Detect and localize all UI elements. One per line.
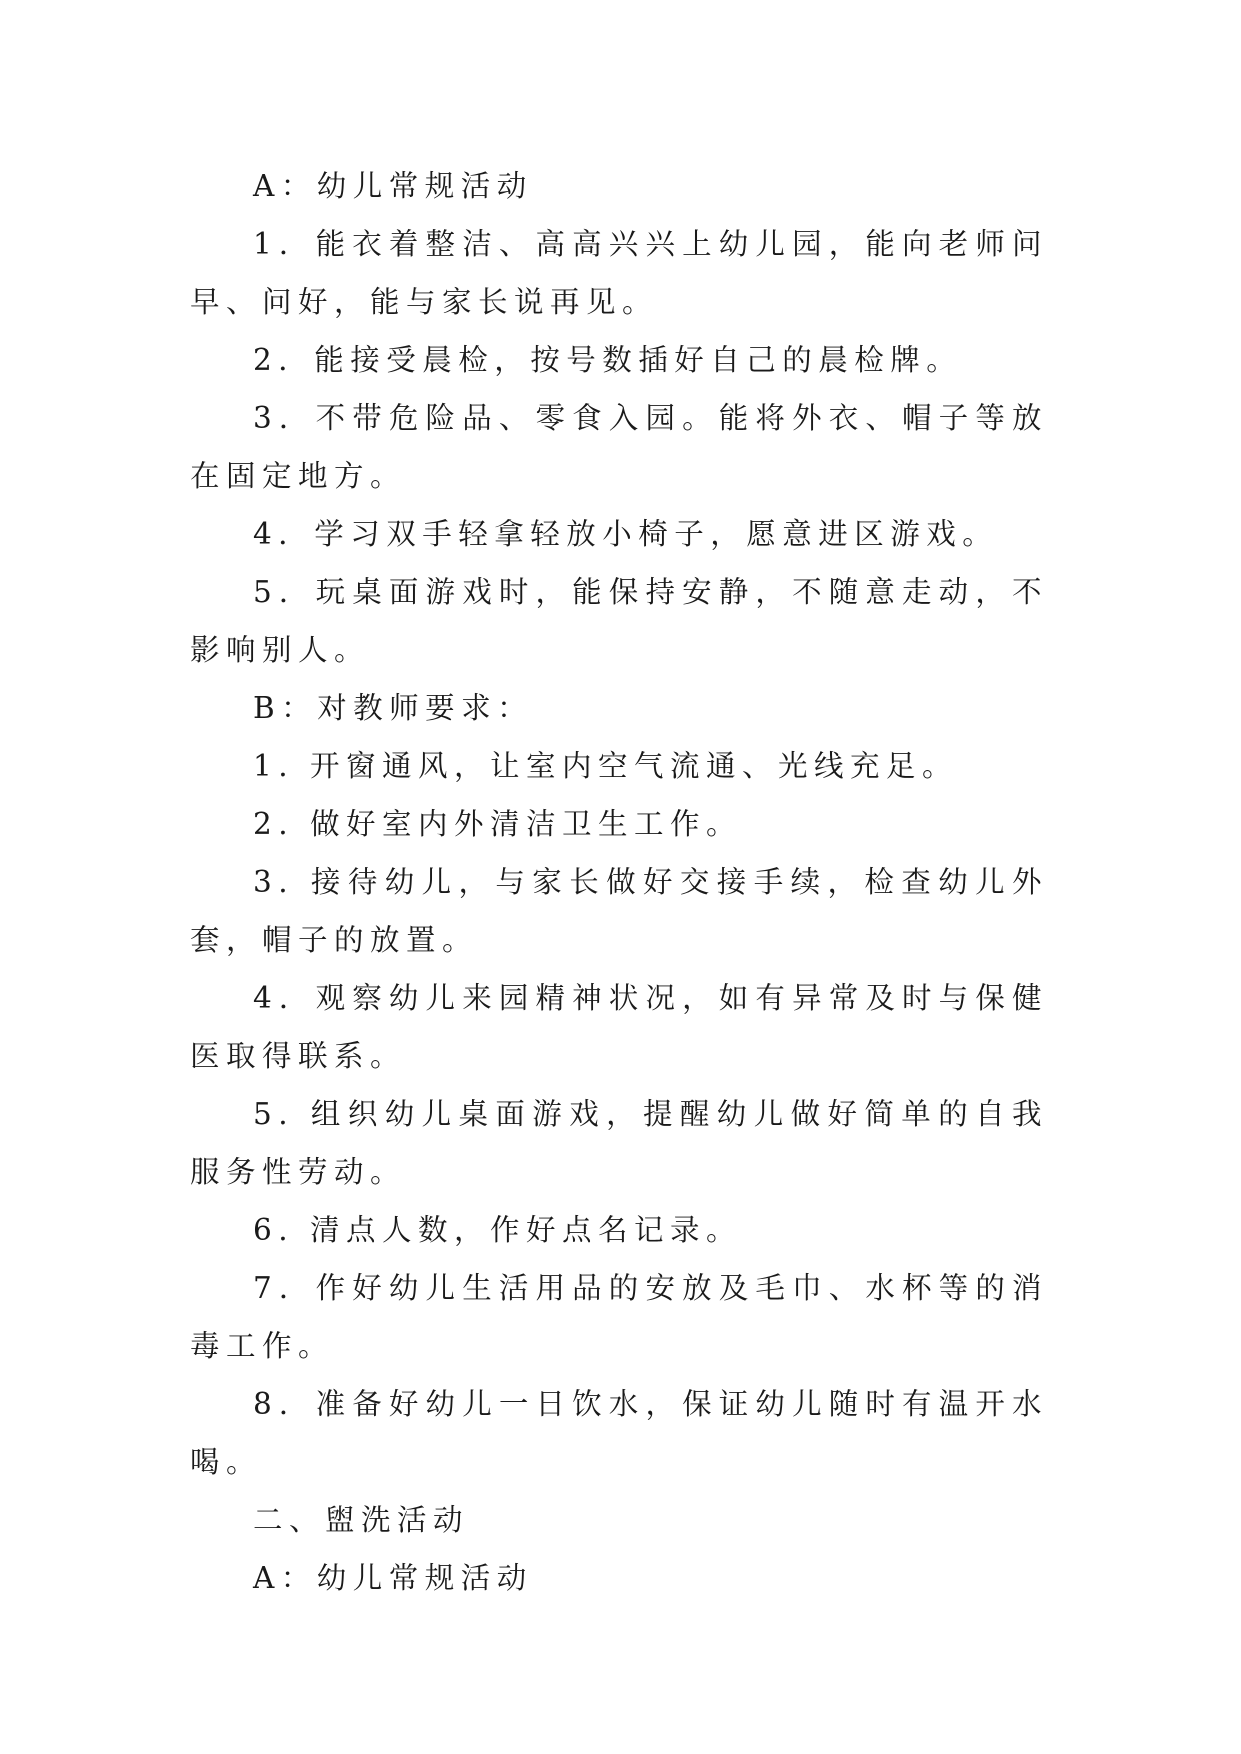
paragraph-child-1: 1．能衣着整洁、高高兴兴上幼儿园，能向老师问早、问好，能与家长说再见。 <box>190 227 1048 319</box>
section-heading-washing: 二、盥洗活动 <box>253 1503 470 1537</box>
paragraph-teacher-3: 3. 接待幼儿，与家长做好交接手续，检查幼儿外套，帽子的放置。 <box>190 865 1048 957</box>
section-heading-b: B：对教师要求： <box>253 691 534 725</box>
paragraph-child-3: 3．不带危险品、零食入园。能将外衣、帽子等放在固定地方。 <box>190 401 1048 493</box>
section-heading-a: A：幼儿常规活动 <box>253 169 533 203</box>
paragraph-teacher-4: 4．观察幼儿来园精神状况，如有异常及时与保健医取得联系。 <box>190 981 1048 1073</box>
section-heading-a-repeat: A：幼儿常规活动 <box>253 1561 533 1595</box>
paragraph-child-4: 4．学习双手轻拿轻放小椅子，愿意进区游戏。 <box>253 517 999 551</box>
paragraph-teacher-1: 1. 开窗通风，让室内空气流通、光线充足。 <box>253 749 959 783</box>
paragraph-teacher-6: 6. 清点人数，作好点名记录。 <box>253 1213 743 1247</box>
document-body <box>190 157 1048 1607</box>
paragraph-teacher-8: 8．准备好幼儿一日饮水，保证幼儿随时有温开水喝。 <box>190 1387 1048 1479</box>
paragraph-child-2: 2．能接受晨检，按号数插好自己的晨检牌。 <box>253 343 963 377</box>
paragraph-child-5: 5．玩桌面游戏时，能保持安静，不随意走动，不影响别人。 <box>190 575 1048 667</box>
paragraph-teacher-2: 2. 做好室内外清洁卫生工作。 <box>253 807 743 841</box>
paragraph-teacher-7: 7．作好幼儿生活用品的安放及毛巾、水杯等的消毒工作。 <box>190 1271 1048 1363</box>
paragraph-teacher-5: 5. 组织幼儿桌面游戏，提醒幼儿做好简单的自我服务性劳动。 <box>190 1097 1048 1189</box>
